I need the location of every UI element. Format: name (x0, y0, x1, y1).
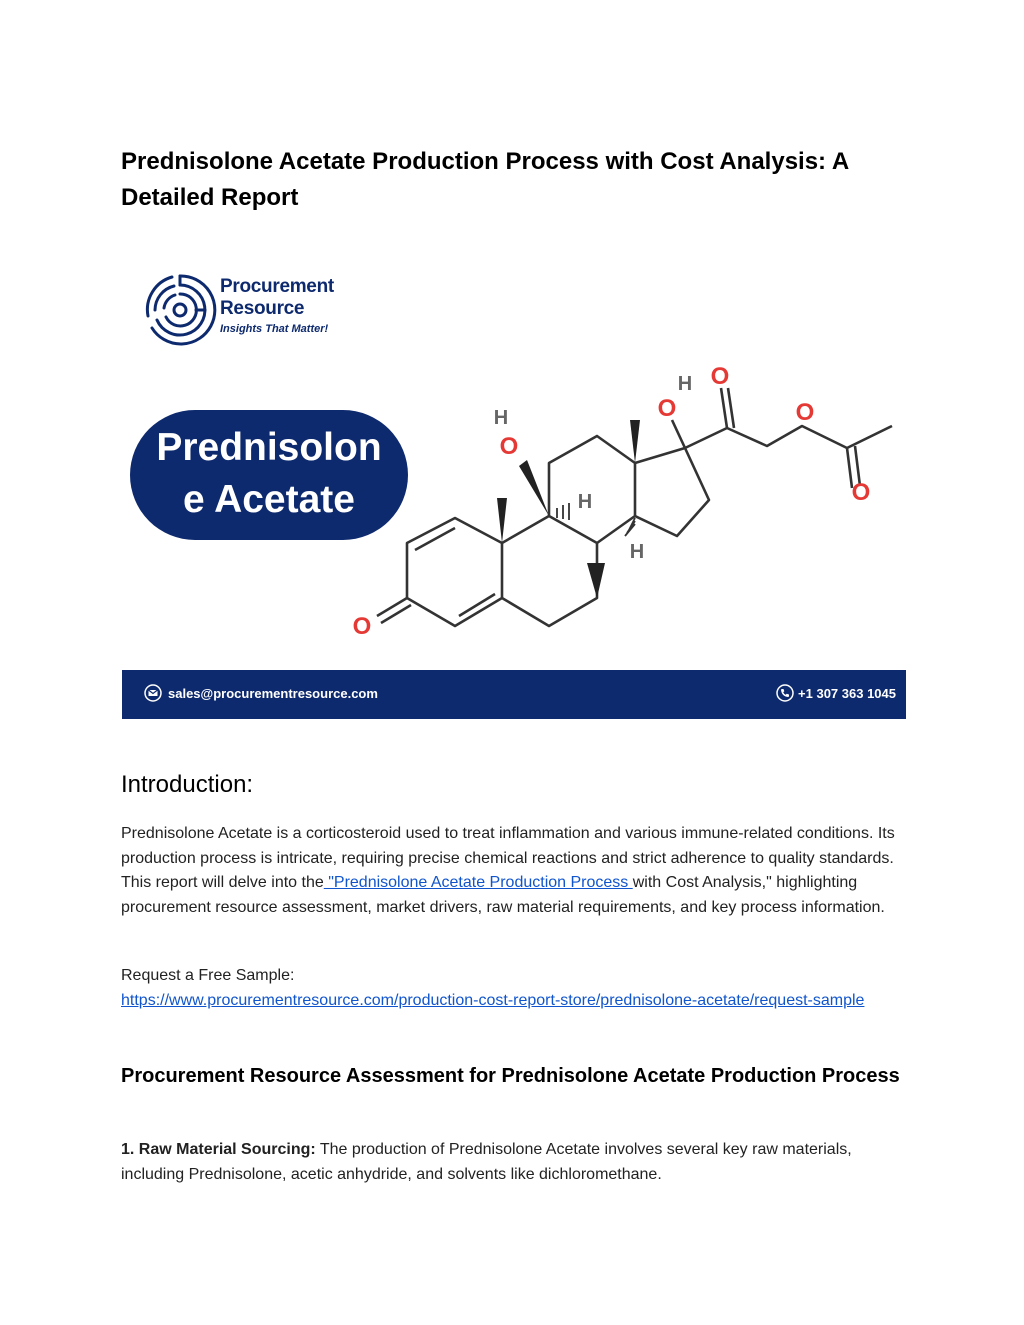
procurement-assessment-heading: Procurement Resource Assessment for Prednisolone Acetate Production Process (121, 1065, 900, 1087)
logo-tagline: Insights That Matter! (220, 323, 329, 335)
molecule-structure-diagram (347, 358, 912, 658)
free-sample-paragraph (121, 964, 901, 1013)
hydrogen-atom-9: H (577, 491, 593, 513)
oxygen-atom-17: O (657, 395, 677, 422)
oxygen-atom-ester: O (795, 399, 815, 426)
email-address: sales@procurementresource.com (168, 685, 378, 701)
report-banner (122, 258, 906, 719)
introduction-paragraph (121, 822, 901, 920)
intro-text-before-link: Prednisolone Acetate is a corticosteroid used to treat inflammation and various immune-related conditions. Its production process is intricate, requiring precise chemical reactions and strict adherence to quality standards. This report will delve into the (121, 825, 895, 891)
free-sample-link[interactable]: https://www.procurementresource.com/production-cost-report-store/prednisolone-acetate/request-sample (121, 991, 865, 1009)
phone-icon (776, 684, 794, 702)
product-name-line-1: Prednisolon (156, 426, 382, 469)
logo-line-1: Procurement (220, 276, 334, 297)
logo-line-2: Resource (220, 298, 305, 319)
document-title: Prednisolone Acetate Production Process with Cost Analysis: A Detailed Report (121, 148, 849, 211)
hydrogen-atom-14: H (629, 541, 645, 563)
hydrogen-atom-11: H (493, 407, 509, 429)
raw-material-paragraph (121, 1138, 901, 1187)
oxygen-atom-carbonyl: O (851, 479, 871, 506)
hydrogen-atom-17: H (677, 373, 693, 395)
contact-phone[interactable] (776, 684, 896, 702)
introduction-heading: Introduction: (121, 771, 254, 798)
company-logo (142, 272, 402, 352)
intro-text-after-link: with Cost Analysis," highlighting procurement resource assessment, market drivers, raw material requirements, and key process information. (121, 874, 885, 916)
logo-maze-icon (142, 272, 218, 348)
contact-bar (122, 670, 906, 719)
logo-wordmark (220, 276, 334, 338)
oxygen-atom-20: O (710, 363, 730, 390)
production-process-link[interactable]: "Prednisolone Acetate Production Process (323, 874, 633, 891)
free-sample-label: Request a Free Sample: (121, 967, 295, 984)
email-icon (144, 684, 162, 702)
oxygen-atom-3: O (352, 613, 372, 640)
product-name-line-2: e Acetate (183, 478, 355, 521)
raw-material-text: The production of Prednisolone Acetate involves several key raw materials, including Prednisolone, acetic anhydride, and solvents like dichloromethane. (121, 1141, 852, 1183)
raw-material-label: 1. Raw Material Sourcing: (121, 1141, 316, 1158)
oxygen-atom-11: O (499, 433, 519, 460)
contact-email[interactable] (144, 684, 378, 702)
phone-number: +1 307 363 1045 (798, 685, 896, 701)
